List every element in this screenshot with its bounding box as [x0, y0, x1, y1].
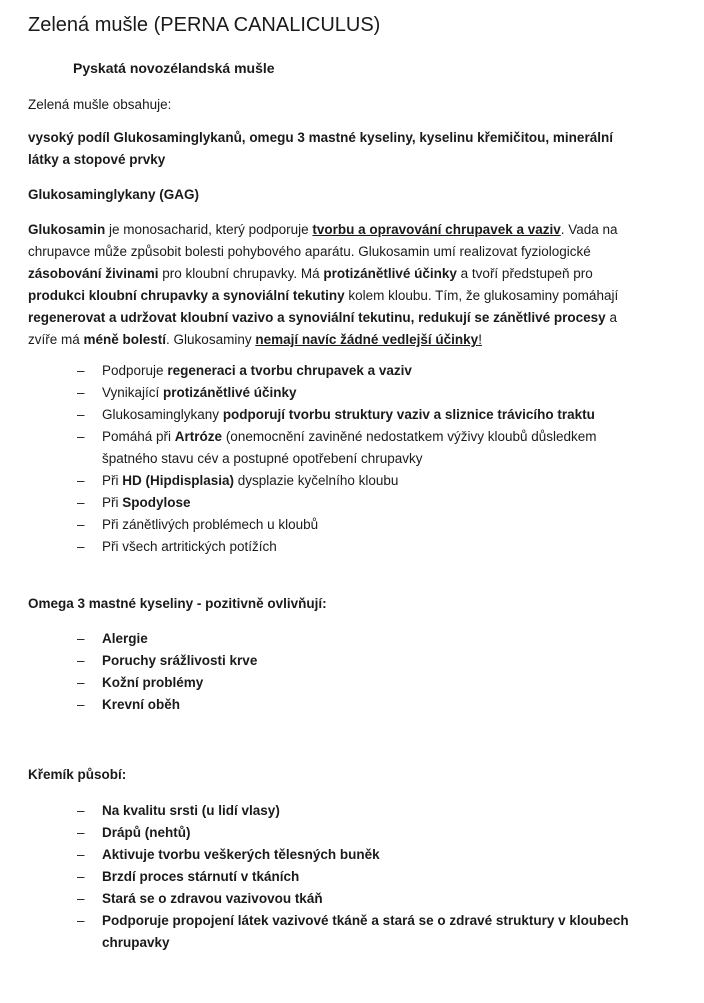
composition-text: vysoký podíl Glukosaminglykanů, omegu 3 mastné kyseliny, kyselinu křemičitou, minerální látky a stopové prvky — [28, 130, 613, 167]
gag-paragraph — [28, 219, 643, 351]
text-run: dysplazie kyčelního kloubu — [234, 473, 399, 488]
silicon-list-item — [28, 822, 648, 844]
list-item-text: Poruchy srážlivosti krve — [102, 653, 258, 668]
text-run: Při všech artritických potížích — [102, 539, 277, 554]
dash-bullet-icon: – — [77, 847, 85, 862]
text-run: a tvoří předstupeň pro — [456, 266, 593, 281]
text-run: ! — [478, 332, 482, 347]
text-run: Glukosamin — [28, 222, 106, 237]
document-subtitle: Pyskatá novozélandská mušle — [73, 60, 275, 76]
omega-heading: Omega 3 mastné kyseliny - pozitivně ovlivňují: — [28, 596, 327, 611]
text-run: Glukosaminglykany — [102, 407, 223, 422]
gag-list-item — [28, 426, 648, 470]
text-run: Při zánětlivých problémech u kloubů — [102, 517, 319, 532]
text-run: Pomáhá při — [102, 429, 175, 444]
document-title: Zelená mušle (PERNA CANALICULUS) — [28, 14, 381, 36]
text-run: tvorbu a opravování chrupavek a vaziv — [312, 222, 561, 237]
text-run: (onemocnění zaviněné nedostatkem výživy kloubů důsledkem špatného stavu cév a postupné opotřebení chrupavky — [102, 429, 597, 466]
text-run: a zvíře má — [28, 310, 617, 347]
text-run: . Vada na chrupavce může způsobit bolesti pohybového aparátu. Glukosamin umí realizovat fyziologické — [28, 222, 618, 259]
text-run: Artróze — [174, 429, 223, 444]
dash-bullet-icon: – — [77, 653, 85, 668]
dash-bullet-icon: – — [77, 429, 85, 444]
dash-bullet-icon: – — [77, 631, 85, 646]
text-run: . Glukosaminy — [166, 332, 256, 347]
gag-list-item — [28, 492, 648, 514]
text-run: nemají navíc žádné vedlejší účinky — [255, 332, 479, 347]
gag-list-item — [28, 514, 648, 536]
list-item-text: Podporuje propojení látek vazivové tkáně a stará se o zdravé struktury v kloubech chrupavky — [102, 913, 629, 950]
list-item-text: Stará se o zdravou vazivovou tkáň — [102, 891, 323, 906]
intro-text: Zelená mušle obsahuje: — [28, 97, 172, 112]
dash-bullet-icon: – — [77, 697, 85, 712]
silicon-list-item — [28, 866, 648, 888]
dash-bullet-icon: – — [77, 869, 85, 884]
list-item-text: Na kvalitu srsti (u lidí vlasy) — [102, 803, 280, 818]
text-run: méně bolestí — [83, 332, 167, 347]
gag-benefits-list — [28, 360, 648, 558]
dash-bullet-icon: – — [77, 675, 85, 690]
gag-list-item — [28, 382, 648, 404]
list-item-text: Krevní oběh — [102, 697, 181, 712]
text-run: Při — [102, 495, 123, 510]
text-run: podporují tvorbu struktury vaziv a sliznice trávicího traktu — [222, 407, 595, 422]
list-item-text: Aktivuje tvorbu veškerých tělesných buněk — [102, 847, 380, 862]
dash-bullet-icon: – — [77, 517, 85, 532]
text-run: pro kloubní chrupavky. Má — [158, 266, 324, 281]
dash-bullet-icon: – — [77, 363, 85, 378]
list-item-text: Drápů (nehtů) — [102, 825, 191, 840]
omega-benefits-list — [28, 628, 648, 716]
silicon-benefits-list — [28, 800, 648, 954]
dash-bullet-icon: – — [77, 803, 85, 818]
text-run: protizánětlivé účinky — [163, 385, 297, 400]
list-item-text: Brzdí proces stárnutí v tkáních — [102, 869, 300, 884]
dash-bullet-icon: – — [77, 539, 85, 554]
gag-list-item — [28, 404, 648, 426]
gag-heading: Glukosaminglykany (GAG) — [28, 187, 200, 202]
gag-list-item — [28, 536, 648, 558]
silicon-list-item — [28, 844, 648, 866]
dash-bullet-icon: – — [77, 891, 85, 906]
text-run: je monosacharid, který podporuje — [105, 222, 313, 237]
text-run: Podporuje — [102, 363, 168, 378]
text-run: regenerovat a udržovat kloubní vazivo a synoviální tekutinu, redukují se zánětlivé procesy — [28, 310, 606, 325]
silicon-heading: Křemík působí: — [28, 767, 127, 782]
text-run: protizánětlivé účinky — [323, 266, 457, 281]
text-run: Vynikající — [102, 385, 164, 400]
silicon-list-item — [28, 800, 648, 822]
dash-bullet-icon: – — [77, 407, 85, 422]
silicon-list-item — [28, 910, 648, 954]
text-run: zásobování živinami — [28, 266, 159, 281]
gag-list-item — [28, 360, 648, 382]
omega-list-item — [28, 672, 648, 694]
dash-bullet-icon: – — [77, 385, 85, 400]
dash-bullet-icon: – — [77, 495, 85, 510]
text-run: Spodylose — [122, 495, 191, 510]
text-run: HD (Hipdisplasia) — [122, 473, 235, 488]
text-run: Při — [102, 473, 123, 488]
text-run: produkci kloubní chrupavky a synoviální tekutiny — [28, 288, 345, 303]
gag-list-item — [28, 470, 648, 492]
dash-bullet-icon: – — [77, 913, 85, 928]
dash-bullet-icon: – — [77, 825, 85, 840]
list-item-text: Alergie — [102, 631, 148, 646]
omega-list-item — [28, 628, 648, 650]
list-item-text: Kožní problémy — [102, 675, 204, 690]
dash-bullet-icon: – — [77, 473, 85, 488]
omega-list-item — [28, 694, 648, 716]
text-run: regeneraci a tvorbu chrupavek a vaziv — [167, 363, 412, 378]
text-run: kolem kloubu. Tím, že glukosaminy pomáhají — [344, 288, 619, 303]
omega-list-item — [28, 650, 648, 672]
silicon-list-item — [28, 888, 648, 910]
